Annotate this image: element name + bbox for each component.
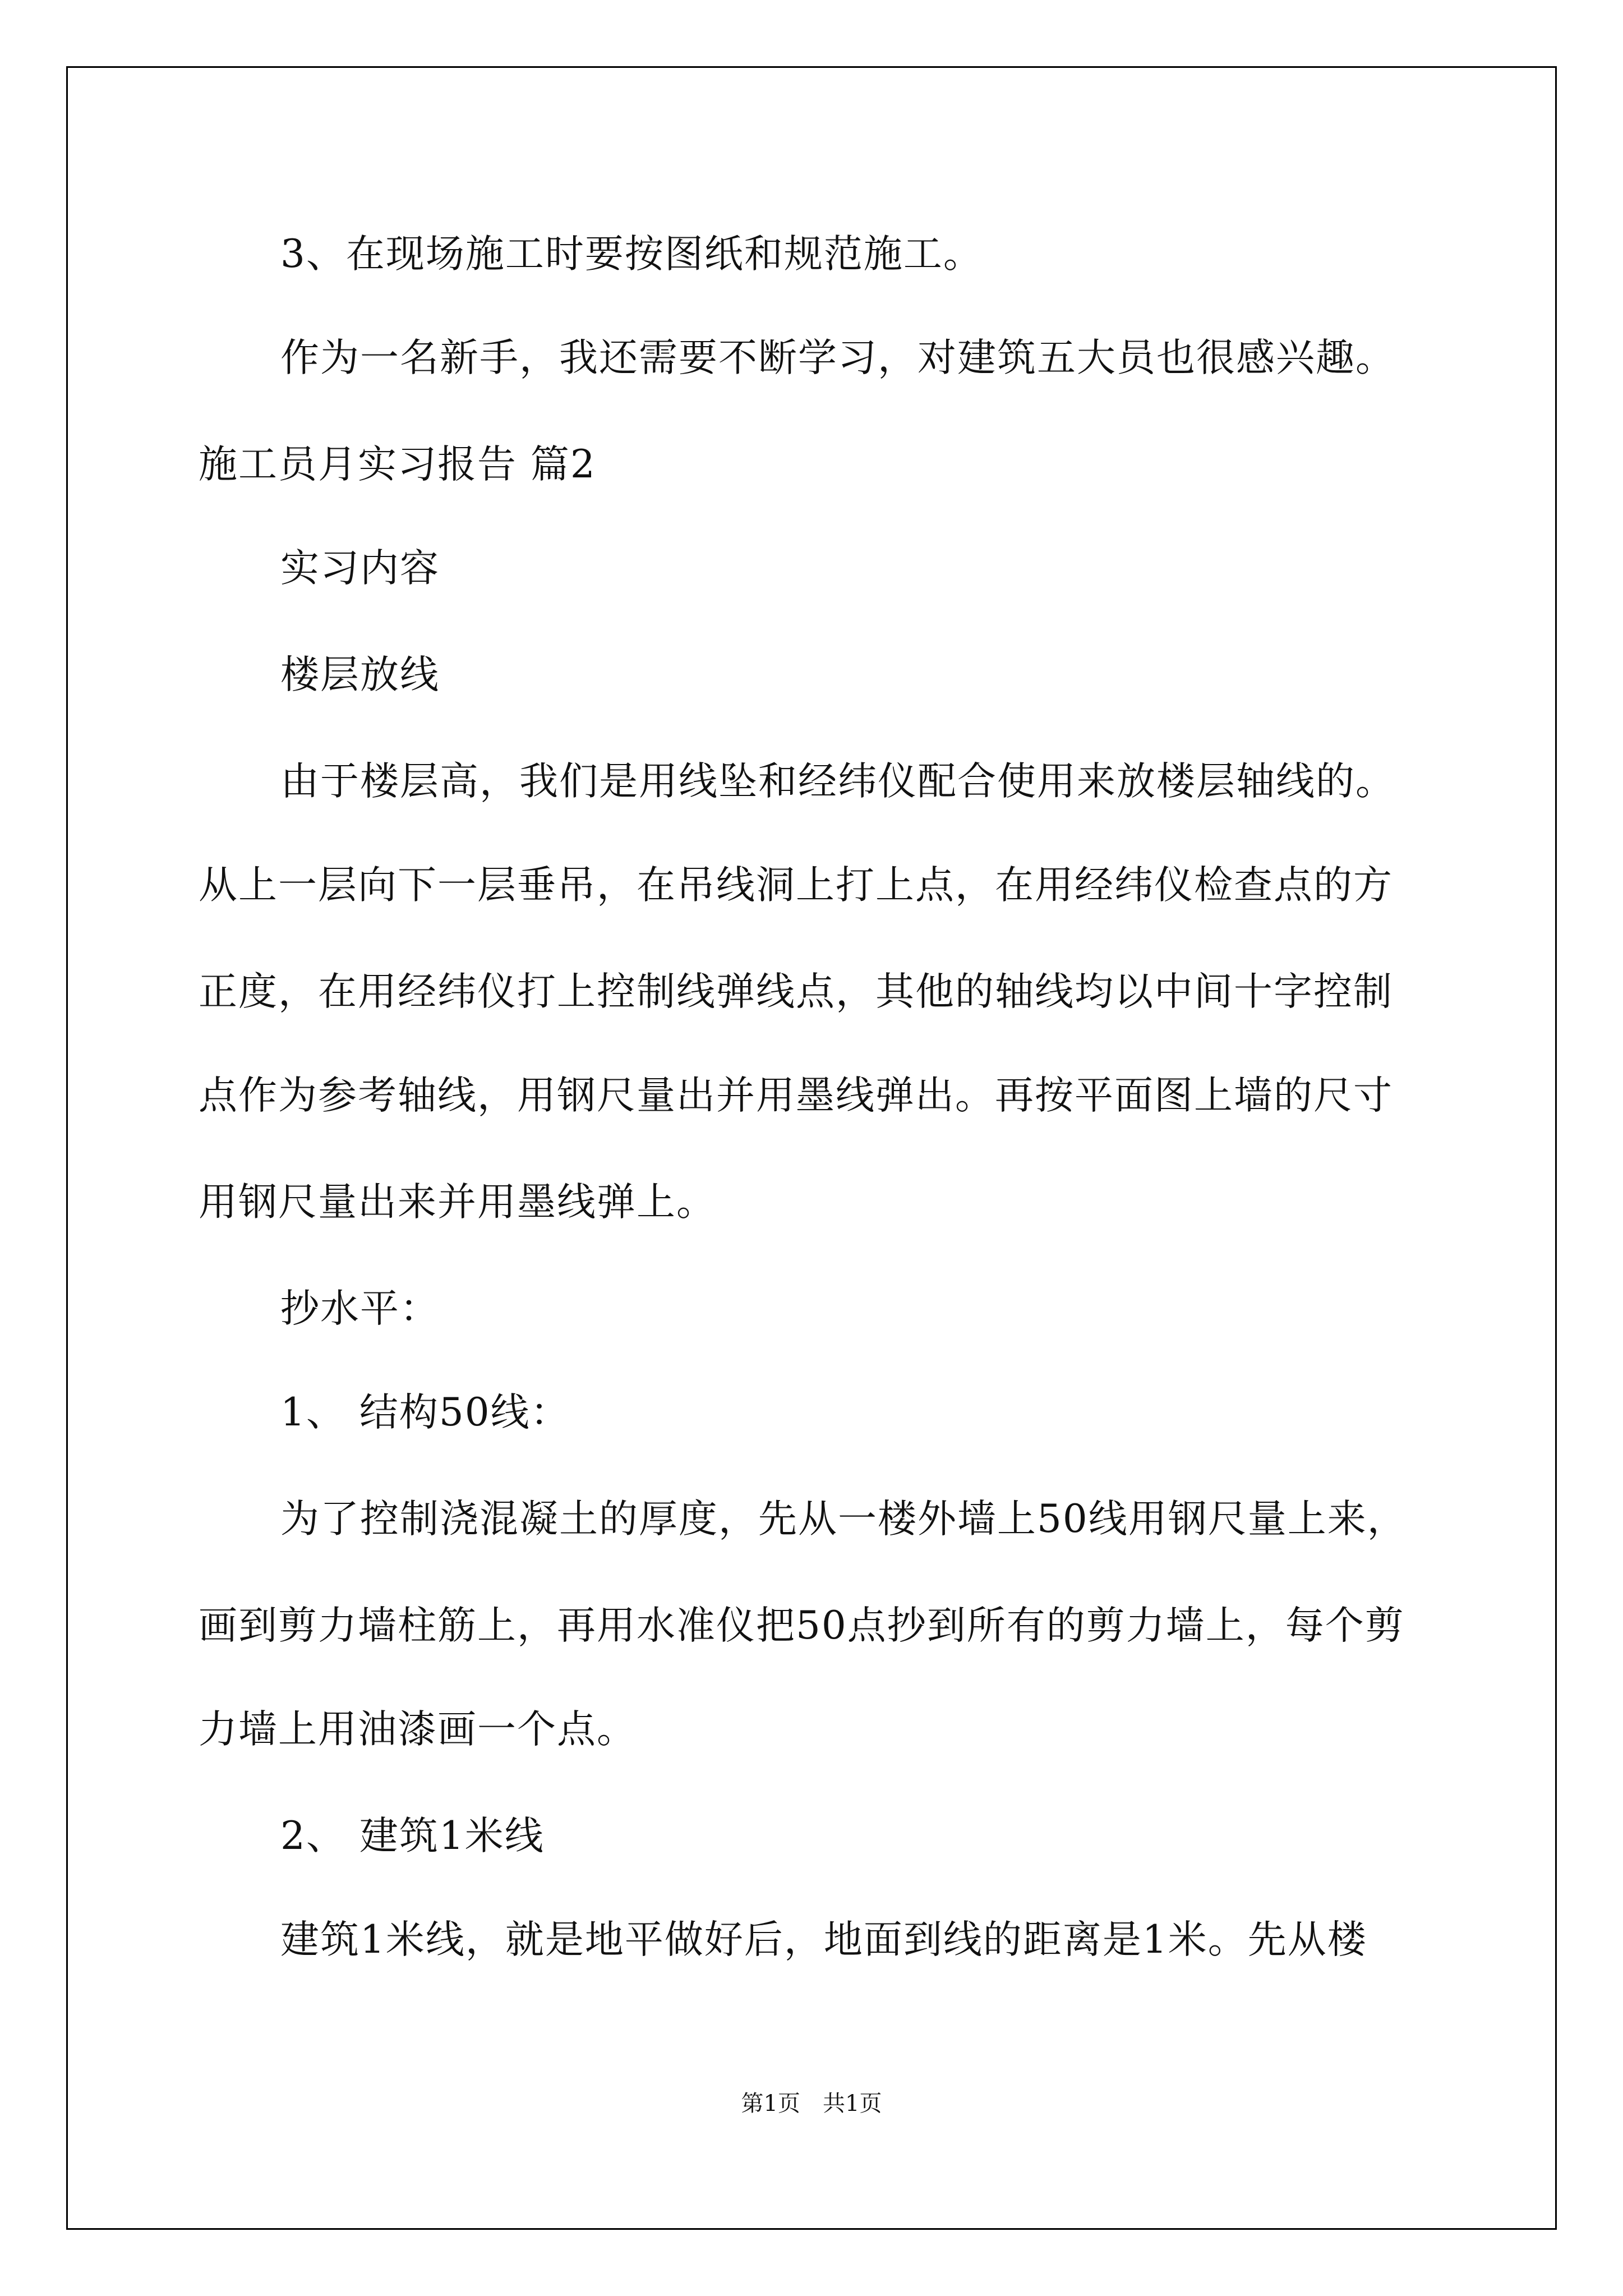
- paragraph-line: 作为一名新手，我还需要不断学习，对建筑五大员也很感兴趣。: [280, 335, 1395, 380]
- paragraph-line: 画到剪力墙柱筋上，再用水准仪把50点抄到所有的剪力墙上，每个剪: [199, 1603, 1405, 1648]
- paragraph-line: 用钢尺量出来并用墨线弹上。: [199, 1180, 716, 1225]
- paragraph-line: 从上一层向下一层垂吊，在吊线洞上打上点，在用经纬仪检查点的方: [199, 863, 1393, 908]
- paragraph-line: 楼层放线: [280, 652, 440, 697]
- paragraph-line: 实习内容: [280, 546, 440, 591]
- paragraph-line: 为了控制浇混凝土的厚度，先从一楼外墙上50线用钢尺量上来，: [280, 1497, 1407, 1542]
- page-footer: 第1页 共1页: [741, 2091, 882, 2116]
- paragraph-line: 1、 结构50线：: [280, 1390, 570, 1435]
- paragraph-line: 建筑1米线，就是地平做好后，地面到线的距离是1米。先从楼: [280, 1917, 1367, 1962]
- document-body: [199, 0, 1455, 2296]
- paragraph-line: 3、在现场施工时要按图纸和规范施工。: [280, 232, 983, 277]
- paragraph-line: 由于楼层高，我们是用线坠和经纬仪配合使用来放楼层轴线的。: [280, 759, 1395, 804]
- paragraph-line: 2、 建筑1米线: [280, 1814, 545, 1858]
- section-heading: 施工员月实习报告 篇2: [199, 442, 596, 487]
- paragraph-line: 正度，在用经纬仪打上控制线弹线点，其他的轴线均以中间十字控制: [199, 969, 1393, 1014]
- paragraph-line: 点作为参考轴线，用钢尺量出并用墨线弹出。再按平面图上墙的尺寸: [199, 1073, 1393, 1118]
- paragraph-line: 力墙上用油漆画一个点。: [199, 1707, 637, 1752]
- paragraph-line: 抄水平：: [280, 1286, 440, 1331]
